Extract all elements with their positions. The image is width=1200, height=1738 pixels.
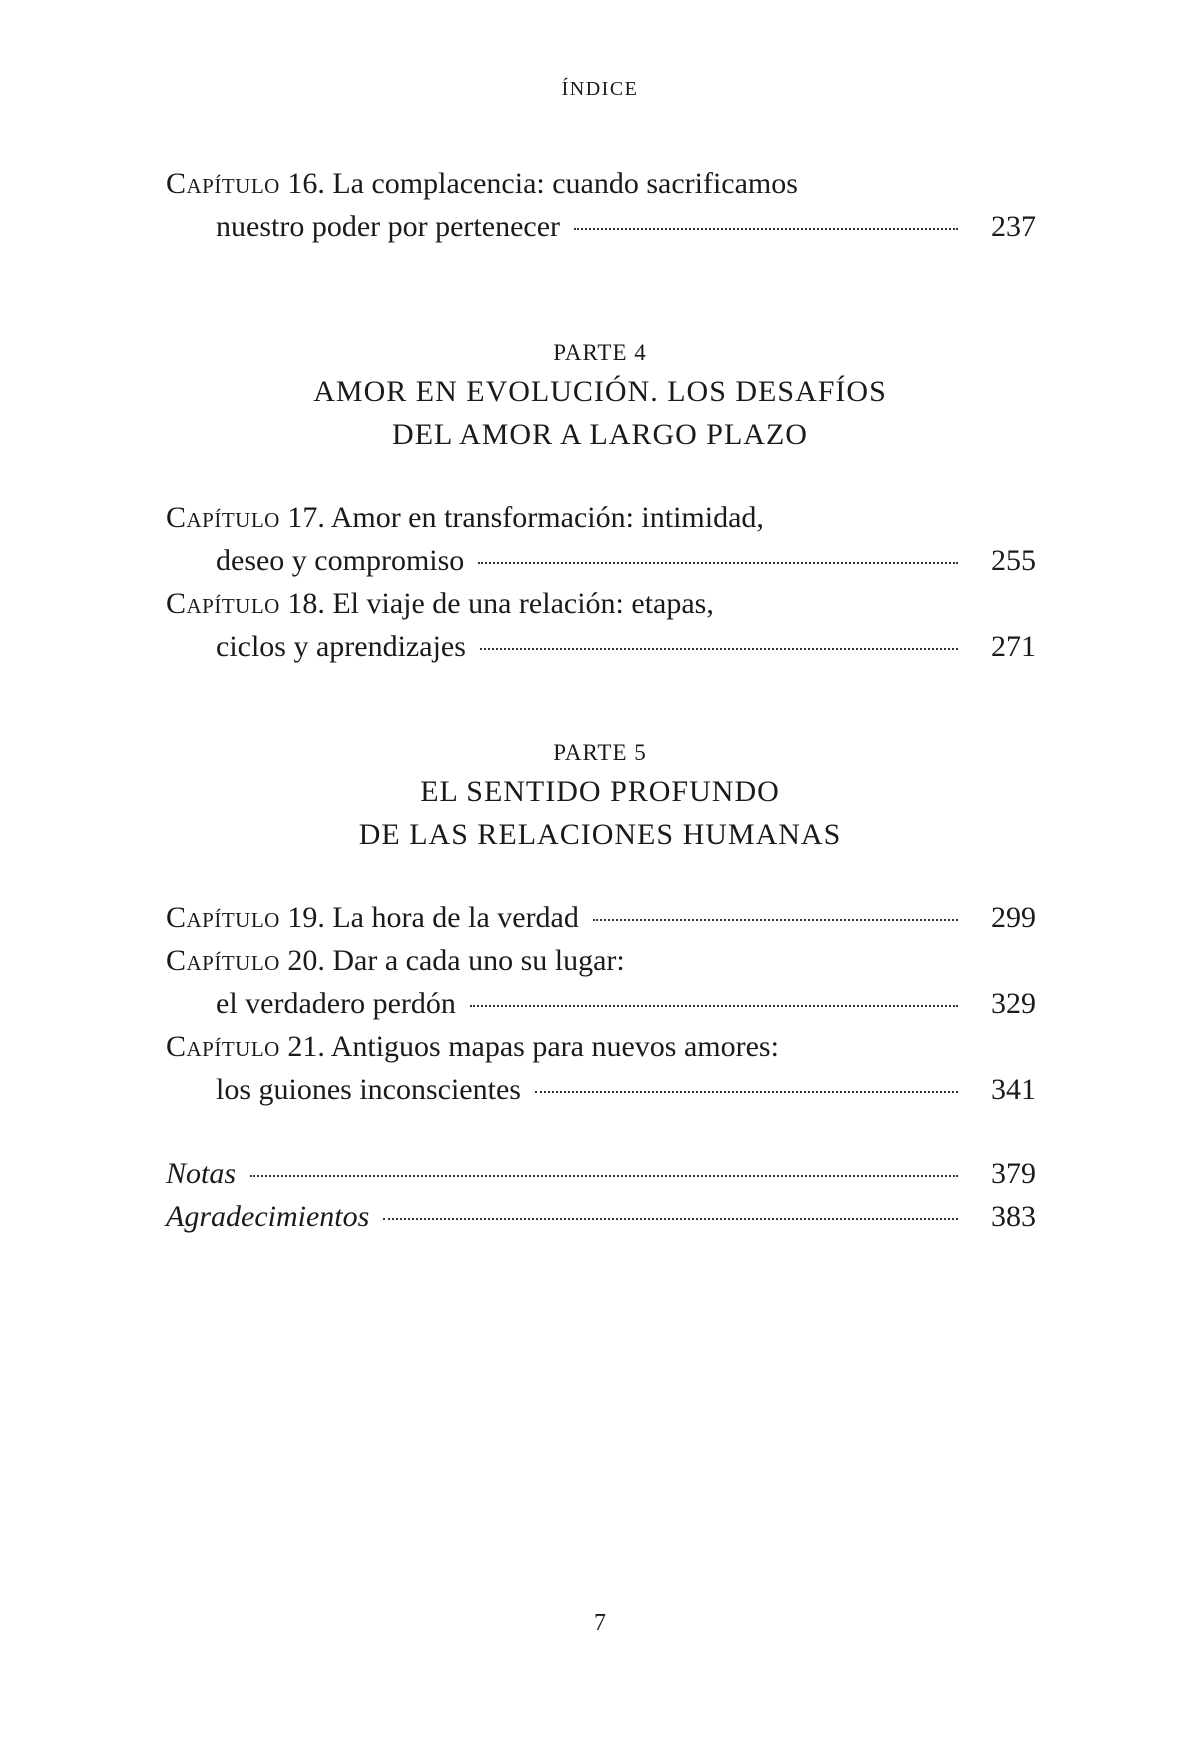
dot-leader: [478, 562, 958, 564]
chapter-word: Capítulo: [166, 1030, 280, 1063]
chapter-title-continuation: los guiones inconscientes: [216, 1073, 521, 1106]
part-title-line: EL SENTIDO PROFUNDO: [420, 775, 780, 808]
toc-entry[interactable]: [166, 496, 1036, 582]
page-number: 341: [991, 1073, 1036, 1106]
toc-entry-continuation: [166, 1068, 1036, 1111]
page-number: 299: [991, 901, 1036, 934]
chapter-title-continuation: nuestro poder por pertenecer: [216, 210, 561, 243]
toc-entry-heading: [166, 896, 1036, 939]
chapter-title-text: 19. La hora de la verdad: [279, 901, 579, 934]
part-heading: [0, 336, 1200, 456]
running-head: ÍNDICE: [561, 78, 639, 100]
chapter-title: 18. El viaje de una relación: etapas,: [279, 587, 714, 620]
page-number: 329: [991, 987, 1036, 1020]
chapter-word: Capítulo: [166, 901, 280, 934]
toc-entry-heading: [166, 162, 1036, 205]
chapter-title: 16. La complacencia: cuando sacrificamos: [279, 167, 798, 200]
dot-leader: [535, 1091, 958, 1093]
part-title-line: DEL AMOR A LARGO PLAZO: [392, 418, 808, 451]
toc-entry-heading: [166, 1195, 1036, 1238]
dot-leader: [480, 648, 958, 650]
back-matter-title: Agradecimientos: [166, 1200, 370, 1233]
toc-entry-continuation: [166, 205, 1036, 248]
toc-entry-heading: [166, 582, 1036, 625]
toc-entry-heading: [166, 496, 1036, 539]
toc-section-top: [166, 162, 1036, 248]
chapter-title-continuation: ciclos y aprendizajes: [216, 630, 466, 663]
chapter-title-continuation: el verdadero perdón: [216, 987, 456, 1020]
toc-entry-heading: [166, 1152, 1036, 1195]
back-matter-title: Notas: [166, 1157, 237, 1190]
page-number: 255: [991, 544, 1036, 577]
page-number: 379: [991, 1157, 1036, 1190]
chapter-word: Capítulo: [166, 587, 280, 620]
chapter-word: Capítulo: [166, 167, 280, 200]
chapter-title-continuation: deseo y compromiso: [216, 544, 465, 577]
chapter-title: [166, 896, 579, 939]
dot-leader: [470, 1005, 958, 1007]
chapter-title: 17. Amor en transformación: intimidad,: [279, 501, 764, 534]
part-label: PARTE 5: [553, 740, 647, 765]
toc-entry-continuation: [166, 539, 1036, 582]
chapter-word: Capítulo: [166, 501, 280, 534]
toc-entry-heading: [166, 939, 1036, 982]
chapter-title: 21. Antiguos mapas para nuevos amores:: [279, 1030, 779, 1063]
toc-entry-continuation: [166, 625, 1036, 668]
toc-back-matter: [166, 1152, 1036, 1238]
chapter-word: Capítulo: [166, 944, 280, 977]
page-number: 237: [991, 210, 1036, 243]
dot-leader: [250, 1175, 958, 1177]
toc-entry[interactable]: [166, 896, 1036, 939]
toc-entry-notes[interactable]: [166, 1152, 1036, 1195]
dot-leader: [574, 228, 958, 230]
toc-entry-acknowledgements[interactable]: [166, 1195, 1036, 1238]
dot-leader: [383, 1218, 958, 1220]
part-title-line: AMOR EN EVOLUCIÓN. LOS DESAFÍOS: [313, 375, 887, 408]
page-number: 383: [991, 1200, 1036, 1233]
part-heading: [0, 736, 1200, 856]
part-label: PARTE 4: [553, 340, 647, 365]
toc-section-part4: [166, 496, 1036, 668]
toc-entry-continuation: [166, 982, 1036, 1025]
page-number: 271: [991, 630, 1036, 663]
toc-entry[interactable]: [166, 939, 1036, 1025]
toc-entry[interactable]: [166, 1025, 1036, 1111]
toc-section-part5: [166, 896, 1036, 1111]
dot-leader: [593, 919, 958, 921]
toc-entry[interactable]: [166, 162, 1036, 248]
part-title-line: DE LAS RELACIONES HUMANAS: [358, 818, 842, 851]
toc-entry[interactable]: [166, 582, 1036, 668]
toc-entry-heading: [166, 1025, 1036, 1068]
chapter-title: 20. Dar a cada uno su lugar:: [279, 944, 625, 977]
page-folio: 7: [594, 1610, 606, 1636]
